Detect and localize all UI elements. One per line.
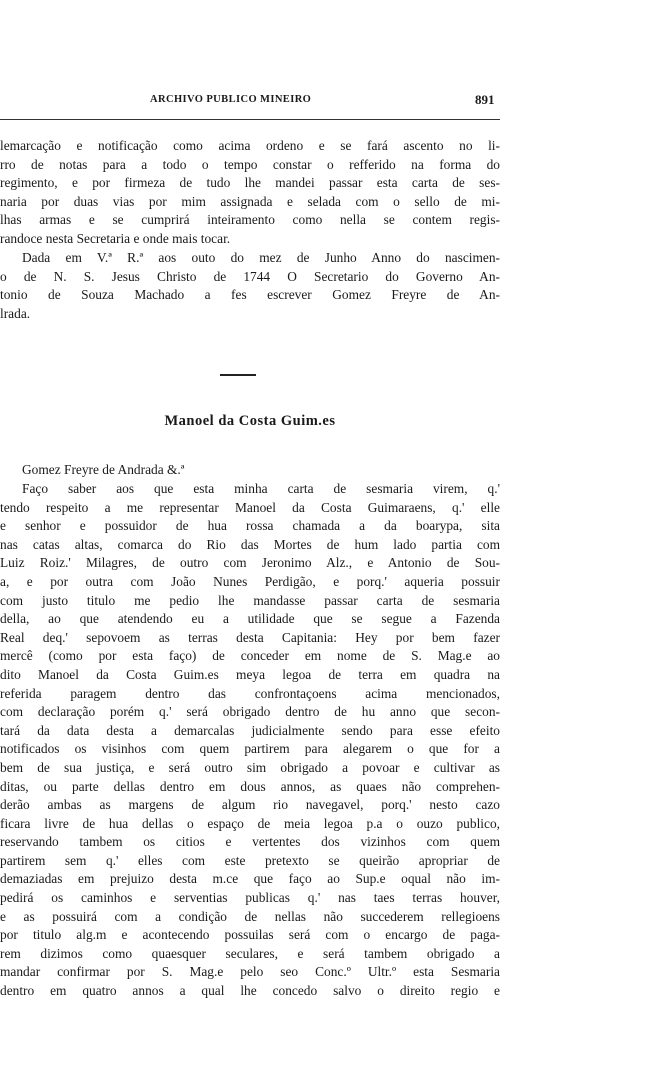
text-line: ficara livre de hua dellas o espaço de meia legoa p.a o ouzo publico, [0,815,500,831]
text-line: mandar confirmar por S. Mag.e pelo seo Conc.º Ultr.º esta Sesmaria [0,964,500,980]
body-paragraph [0,480,500,1001]
section-title: Manoel da Costa Guim.es [164,413,336,429]
text-line: e senhor e possuidor de hua rossa chamada a da boarypa, sita [0,518,500,534]
text-line: Real deq.' sepovoem as terras desta Capitania: Hey por bem fazer [0,629,500,645]
text-line: nas catas altas, comarca do Rio das Mortes de hum lado partia com [0,536,500,552]
text-line: dito Manoel da Costa Guim.es meya legoa de terra em quadra na [0,666,500,682]
text-line: bem de sua justiça, e será outro sim obrigado a povoar e cultivar as [0,759,500,775]
text-line: rem dizimos como quaesquer seculares, e será tambem obrigado a [0,945,500,961]
text-line: o de N. S. Jesus Christo de 1744 O Secretario do Governo An- [0,268,500,284]
text-line: com justo titulo me pedio lhe mandasse passar carta de sesmaria [0,592,500,608]
text-line: partirem sem q.' elles com este pretexto se queirão apropriar de [0,852,500,868]
text-line: a, e por outra com João Nunes Perdigão, e porq.' aqueria possuir [0,573,500,589]
addressee-block [0,461,500,480]
text-line: randoce nesta Secretaria e onde mais tocar. [0,230,231,246]
text-line: ditas, ou parte dellas dentro em dous annos, as quaes não comprehen- [0,778,500,794]
text-line: notificados os visinhos com quem partirem para alegarem o que for a [0,741,500,757]
text-line: e as possuirá com a condição de nellas não succederem rellegioens [0,908,500,924]
running-header [0,94,500,114]
section-separator [220,374,256,376]
text-line: della, ao que atendendo eu a utilidade que se segue a Fazenda [0,611,500,627]
text-line: tará da data desta a demarcalas judicialmente sendo para esse efeito [0,722,500,738]
journal-title: ARCHIVO PUBLICO MINEIRO [150,94,312,105]
text-line: Faço saber aos que esta minha carta de sesmaria virem, q.' [22,481,500,496]
text-line: com declaração porém q.' será obrigado dentro de hu anno que secon- [0,704,500,720]
text-line: tendo respeito a me representar Manoel da Costa Guimaraens, q.' elle [0,499,500,515]
text-line: rro de notas para a todo o tempo constar o refferido na forma do [0,156,500,172]
text-line: derão ambas as margens de algum rio navegavel, porq.' nesto cazo [0,797,500,813]
text-line: pedirá os caminhos e serventias publicas q.' nas taes terras houver, [0,890,500,906]
addressee-line: Gomez Freyre de Andrada &.ª [22,462,185,477]
text-line: referida paragem dentro das confrontaçoens acima mencionados, [0,685,500,701]
text-line: naria por duas vias por mim assignada e selada com o sello de mi- [0,193,500,209]
text-line: por titulo alg.m e acontecendo possuilas será com o encargo de paga- [0,927,500,943]
text-line: Luiz Roiz.' Milagres, de outro com Jeronimo Alz., e Antonio de Sou- [0,555,500,571]
text-line: tonio de Souza Machado a fes escrever Gomez Freyre de An- [0,287,500,303]
text-line: dentro em quatro annos a qual lhe concedo salvo o direito regio e [0,983,500,999]
text-line: reservando tambem os citios e vertentes dos vizinhos com quem [0,834,500,850]
text-line: mercê (como por esta faço) de conceder em nome de S. Mag.e ao [0,648,500,664]
text-line: lemarcação e notificação como acima ordeno e se fará ascento no li- [0,138,500,153]
page-number: 891 [475,92,495,107]
text-line: lhas armas e se cumprirá inteiramento como nella se contem regis- [0,212,500,228]
header-rule [0,119,500,120]
text-line: Dada em V.ª R.ª aos outo do mez de Junho Anno do nascimen- [22,250,500,265]
top-paragraph [0,137,500,249]
date-paragraph [0,249,500,323]
text-line: lrada. [0,305,31,321]
text-line: regimento, e por firmeza de tudo lhe mandei passar esta carta de ses- [0,175,500,191]
text-line: demaziadas em prejuizo desta m.ce que faço ao Sup.e oqual não im- [0,871,500,887]
